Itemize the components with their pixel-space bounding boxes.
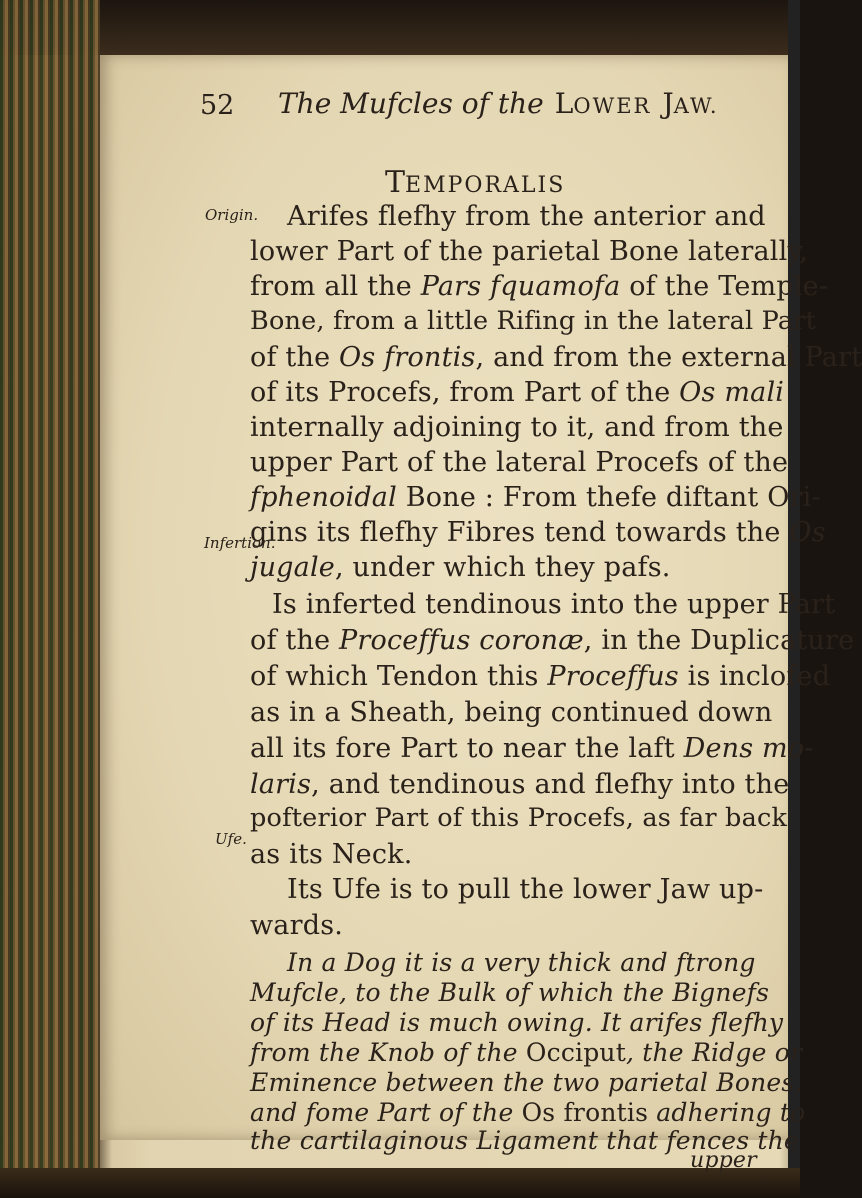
- running-title: [278, 87, 719, 120]
- text-line: jugale, under which they pafs.: [250, 552, 671, 583]
- sidenote-origin: Origin.: [205, 206, 259, 224]
- text-line: pofterior Part of this Procefs, as far back: [250, 803, 788, 833]
- text-line: gins its flefhy Fibres tend towards the Os: [250, 517, 826, 548]
- text-line: laris, and tendinous and flefhy into the: [250, 769, 790, 800]
- section-title-rest: EMPORALIS: [405, 173, 566, 198]
- text-line: wards.: [250, 910, 344, 941]
- text-line: of the Proceffus coronæ, in the Duplicature: [250, 625, 855, 656]
- text-line: all its fore Part to near the laft Dens mo-: [250, 733, 814, 764]
- italic-line: Eminence between the two parietal Bones,: [250, 1068, 803, 1097]
- text-line: internally adjoining to it, and from the: [250, 412, 784, 443]
- text-line: of the Os frontis, and from the external Part: [250, 342, 862, 373]
- text-line: of which Tendon this Proceffus is inclofed: [250, 661, 831, 692]
- section-title-initial: T: [385, 165, 406, 200]
- bottom-edge-shadow: [0, 1168, 800, 1198]
- italic-line: Mufcle, to the Bulk of which the Bignefs: [250, 978, 770, 1007]
- text-line: upper Part of the lateral Procefs of the: [250, 447, 789, 478]
- top-edge-shadow: [0, 0, 800, 55]
- text-line: as its Neck.: [250, 839, 413, 870]
- book-spine-edge: [0, 0, 100, 1198]
- italic-line: upper: [690, 1148, 757, 1173]
- text-line: Arifes flefhy from the anterior and: [287, 201, 766, 232]
- italic-line: of its Head is much owing. It arifes flefhy: [250, 1008, 784, 1037]
- running-title-l: L: [554, 87, 574, 120]
- section-title: [385, 165, 566, 200]
- running-title-aw: AW.: [673, 94, 719, 118]
- text-line: as in a Sheath, being continued down: [250, 697, 773, 728]
- italic-line: and fome Part of the Os frontis adhering to: [250, 1098, 806, 1127]
- running-title-j: J: [662, 87, 674, 120]
- running-title-italic: The Mufcles of the: [278, 87, 544, 120]
- italic-line: the cartilaginous Ligament that fences the: [250, 1126, 799, 1155]
- text-line: fphenoidal Bone : From thefe diftant Ori-: [250, 482, 821, 513]
- sidenote-insertion: Infertion.: [204, 534, 276, 552]
- sidenote-use: Ufe.: [215, 830, 247, 848]
- text-line: Bone, from a little Rifing in the lateral Part: [250, 306, 817, 336]
- running-title-ower: OWER: [573, 94, 652, 118]
- text-line: from all the Pars fquamofa of the Temple-: [250, 271, 829, 302]
- italic-line: In a Dog it is a very thick and ftrong: [287, 948, 756, 977]
- text-line: lower Part of the parietal Bone laterally,: [250, 236, 809, 267]
- italic-line: from the Knob of the Occiput, the Ridge or: [250, 1038, 803, 1067]
- page-number: 52: [200, 90, 235, 121]
- text-line: of its Procefs, from Part of the Os mali: [250, 377, 785, 408]
- text-line: Its Ufe is to pull the lower Jaw up-: [287, 874, 764, 905]
- text-line: Is inferted tendinous into the upper Part: [272, 589, 836, 620]
